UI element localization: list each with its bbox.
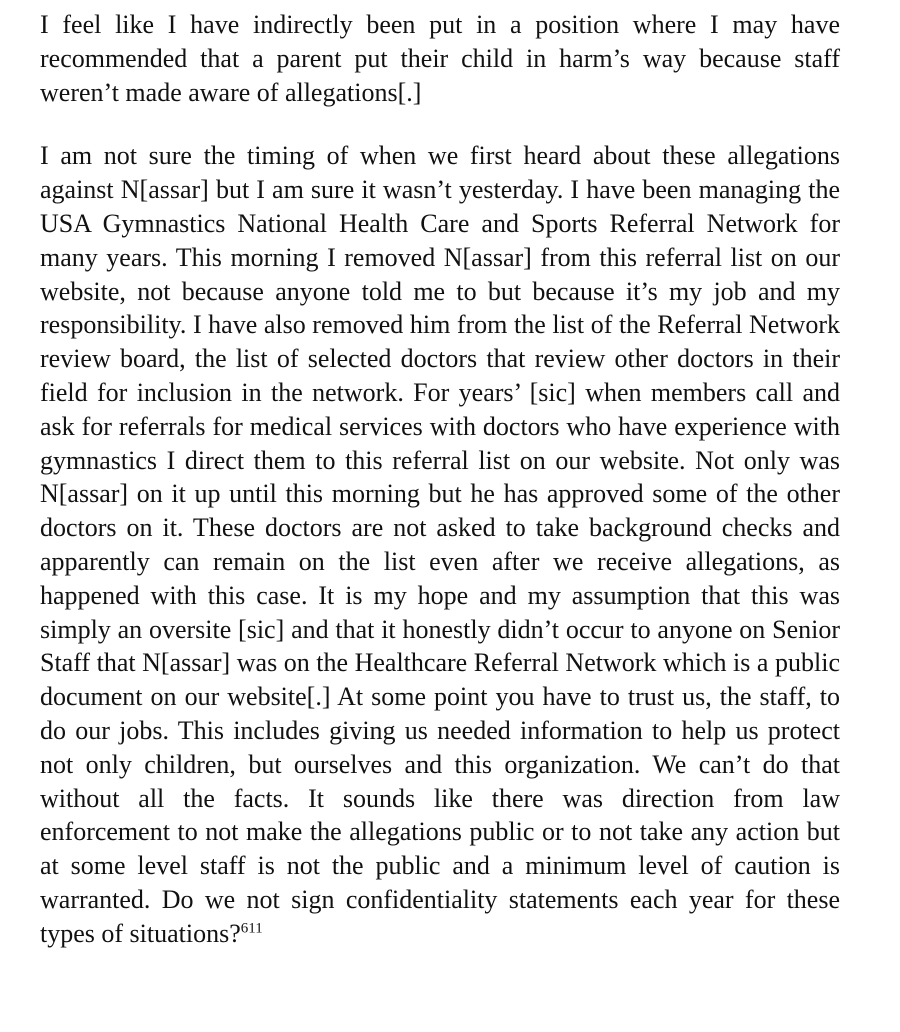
paragraph-2: [40, 139, 840, 950]
paragraph-2-text: I am not sure the timing of when we first heard about these allegations against N[assar] but I am sure it wasn’t yesterday. I have been managing the USA Gymnastics National Health Care and Sports Referral Network for many years. This morning I removed N[assar] from this referral list on our website, not because anyone told me to but because it’s my job and my responsibility. I have also removed him from the list of the Referral Network review board, the list of selected doctors that review other doctors in their field for inclusion in the network. For years’ [sic] when members call and ask for referrals for medical services with doctors who have experience with gymnastics I direct them to this referral list on our website. Not only was N[assar] on it up until this morning but he has approved some of the other doctors on it. These doctors are not asked to take background checks and apparently can remain on the list even after we receive allegations, as happened with this case. It is my hope and my assumption that this was simply an oversite [sic] and that it honestly didn’t occur to anyone on Senior Staff that N[assar] was on the Healthcare Referral Network which is a public document on our website[.] At some point you have to trust us, the staff, to do our jobs. This includes giving us needed information to help us protect not only children, but ourselves and this organization. We can’t do that without all the facts. It sounds like there was direction from law enforcement to not make the allegations public or to not take any action but at some level staff is not the public and a minimum level of caution is warranted. Do we not sign confidentiality statements each year for these types of situations?: [40, 141, 840, 948]
document-page: [40, 8, 840, 951]
footnote-reference: 611: [240, 920, 263, 937]
paragraph-1: I feel like I have indirectly been put in a position where I may have recommended that a parent put their child in harm’s way because staff weren’t made aware of allegations[.]: [40, 10, 840, 107]
